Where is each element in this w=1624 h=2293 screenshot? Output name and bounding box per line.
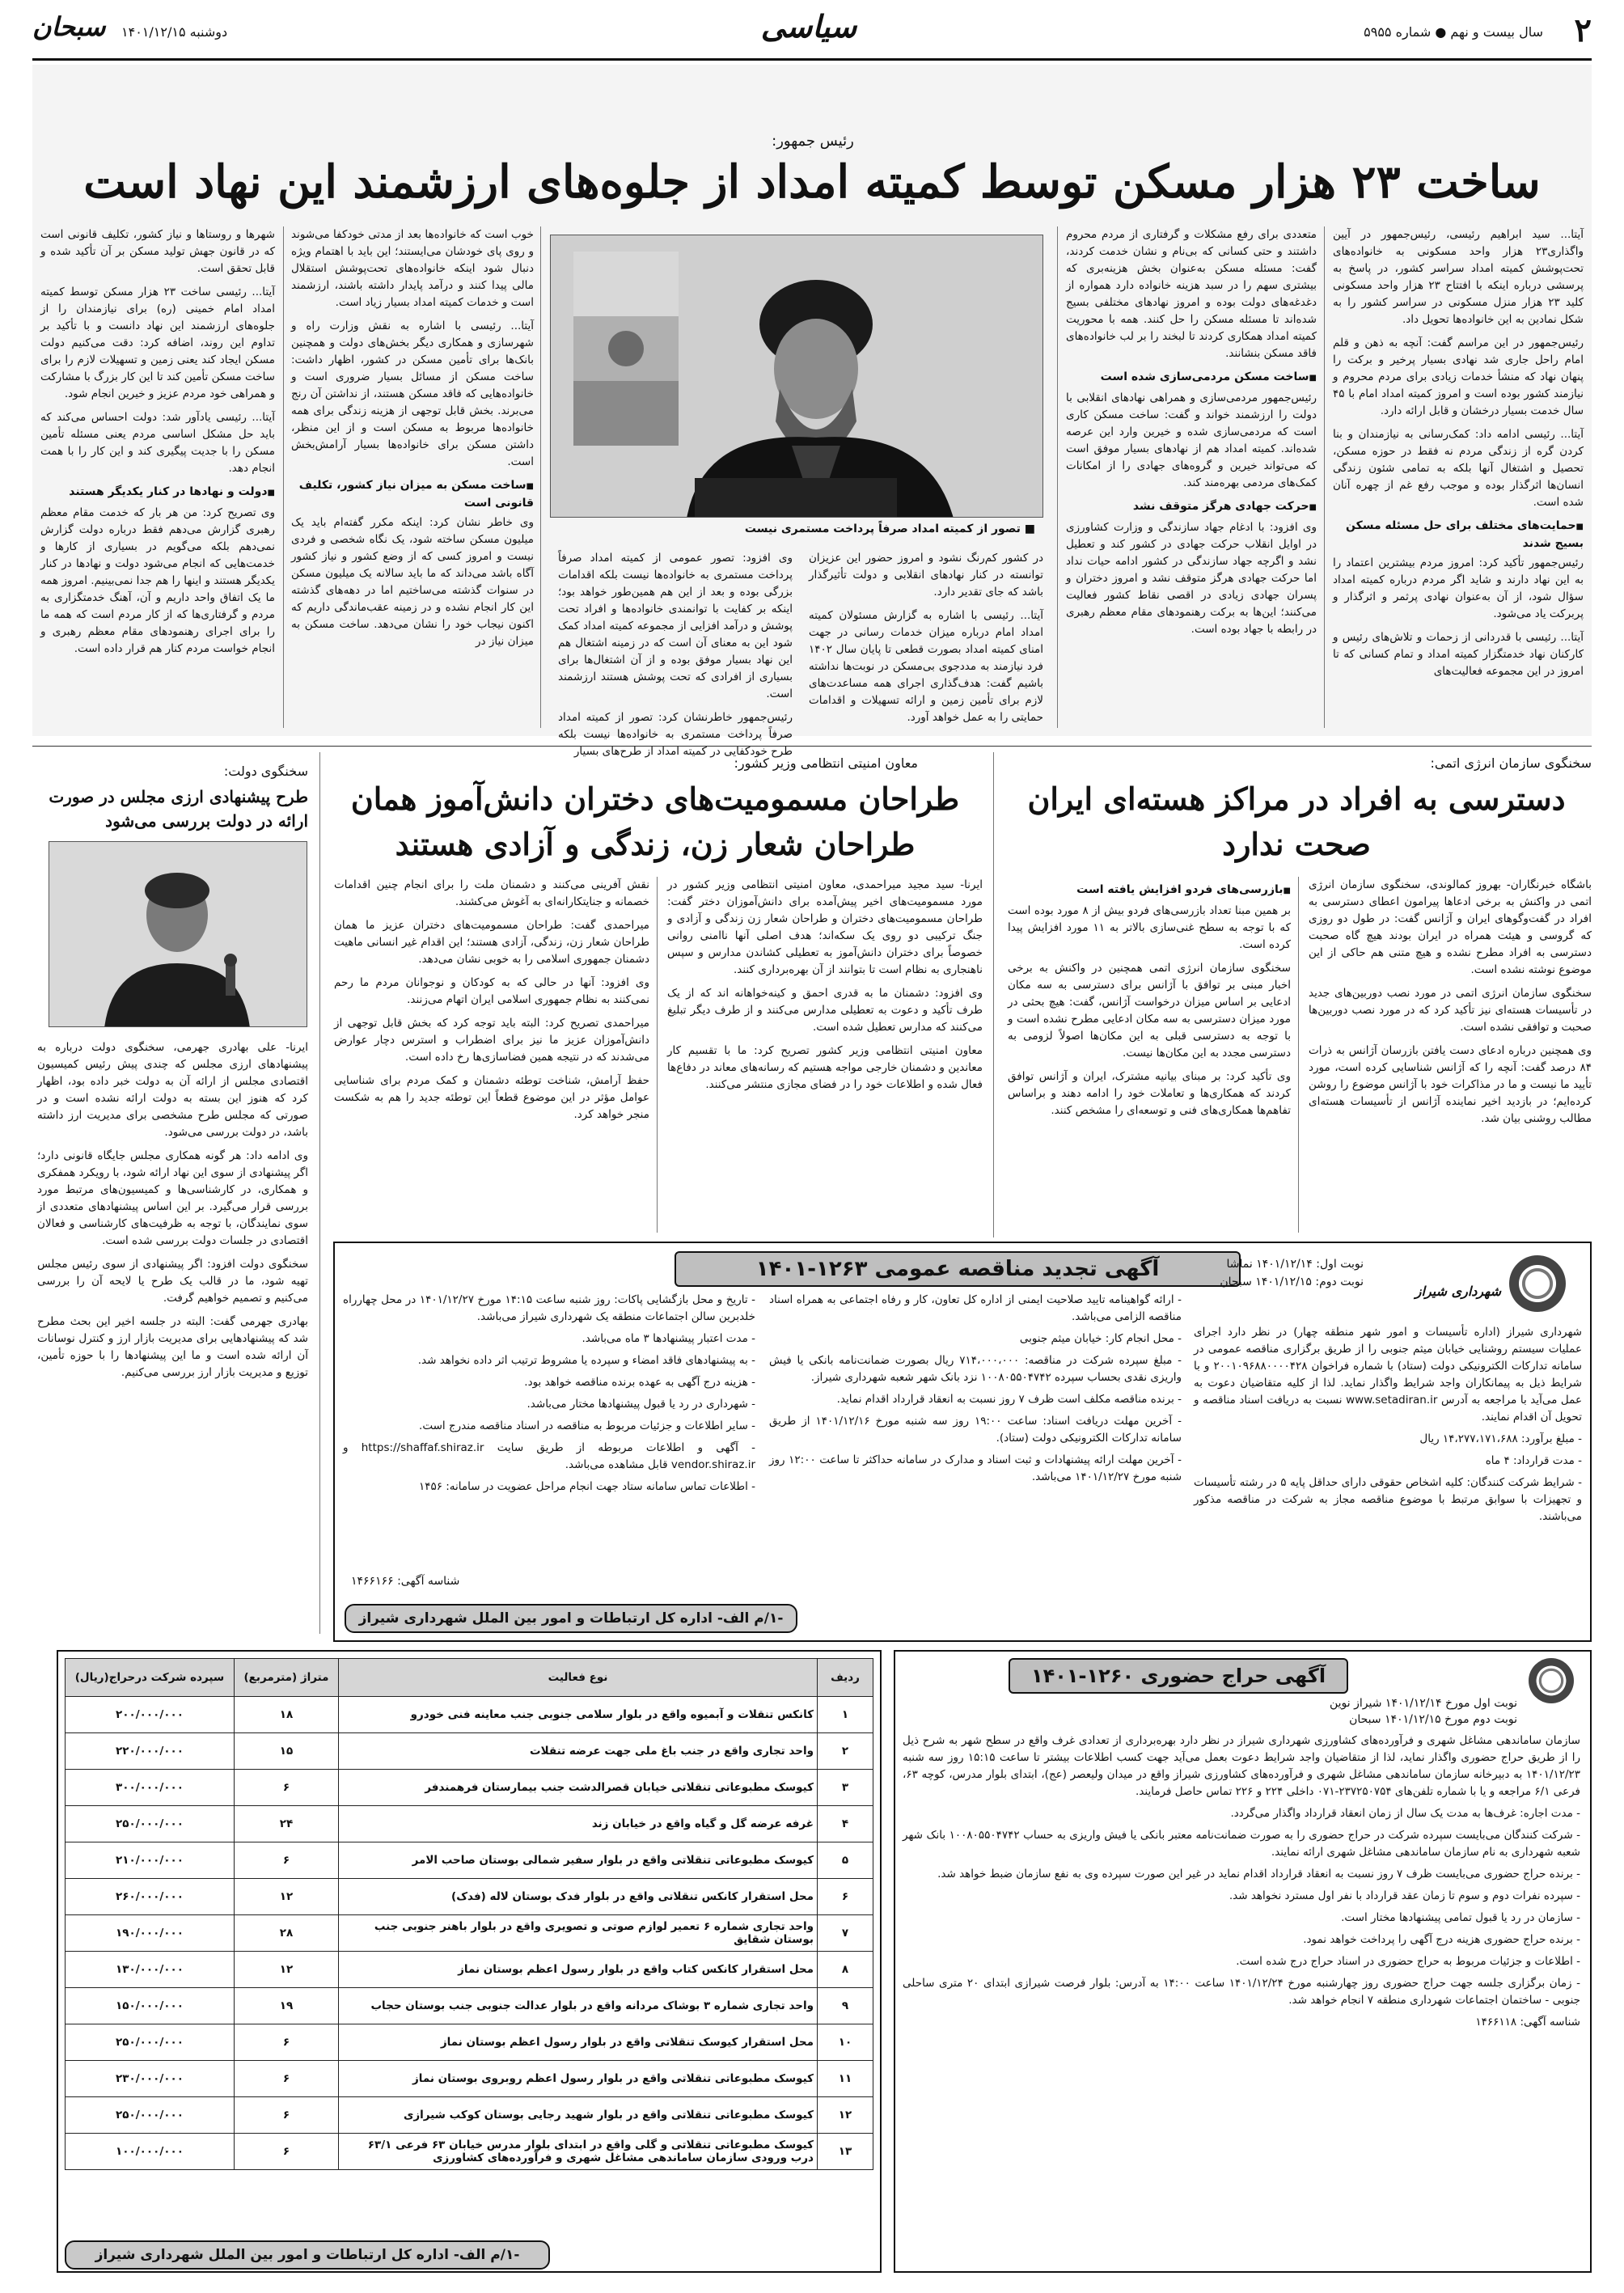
page-number: ۲ <box>1574 11 1592 49</box>
row-number-cell: ۶ <box>818 1879 873 1915</box>
ad-paragraph: - برنده حراج حضوری می‌بایست ظرف ۷ روز نسبت به انعقاد قرارداد اقدام نماید در غیر این صورت سپرده وی به نفع سازمان ضبط خواهد شد. <box>937 1868 1580 1881</box>
deposit-cell: ۱۳۰/۰۰۰/۰۰۰ <box>66 1952 235 1988</box>
ad-paragraph: - آگهی و اطلاعات مربوطه از طریق سایت https://shaffaf.shiraz.ir و vendor.shiraz.ir قابل مشاهده می‌باشد. <box>343 1441 755 1471</box>
column-rule <box>657 877 658 1233</box>
story-paragraph: وی تأکید کرد: بر مبنای بیانیه مشترک، ایران و آژانس توافق کردند که همکاری‌ها و تعاملات خود را ادامه دهند و براساس تفاهم‌ها همکاری‌های فنی و توسعه‌ای را مشخص کنند. <box>1008 1070 1291 1117</box>
deposit-cell: ۲۵۰/۰۰۰/۰۰۰ <box>66 1806 235 1842</box>
ad-paragraph: - هزینه درج آگهی به عهده برنده مناقصه خواهد بود. <box>524 1376 755 1389</box>
story-divider <box>993 752 994 1237</box>
shiraz-logo-icon <box>1529 1658 1574 1703</box>
auction-ad-body <box>903 1732 1580 2036</box>
story-paragraph: میراحمدی تصریح کرد: البته باید توجه کرد که بخش قابل توجهی از دانش‌آموزان عزیز ما نیز برای اضطراب و استرس دچار عوارض می‌شدند که در نتیجه همین فضاسازی‌ها رخ داده است. <box>334 1017 649 1064</box>
header-area: متراژ (مترمربع) <box>235 1659 339 1697</box>
ad-paragraph: - مبلغ سپرده شرکت در مناقصه: ۷۱۴،۰۰۰،۰۰۰ ریال بصورت ضمانت‌نامه بانکی یا فیش واریزی نقدی بحساب سپرده ۱۰۰۸۰۵۵۰۴۷۴۲ نزد بانک شهر شعبه شهرداری شیراز. <box>769 1354 1182 1384</box>
masthead <box>32 0 1592 58</box>
ad-paragraph: - مدت قرارداد: ۴ ماه <box>1485 1454 1582 1467</box>
president-photo <box>550 235 1043 518</box>
column-rule <box>1324 226 1325 728</box>
lead-paragraph: رئیس‌جمهور در این مراسم گفت: آنچه به ذهن و قلم امام راحل جاری شد نهادی بسیار پرخیر و برکت را پنهان نهاد که منشأ خدمات زیادی برای مردم محروم و نیازمند کشور بوده است و امروز کمیته امداد امام با ۴۵ سال خدمت بسیار درخشان و قابل ارائه دارد. <box>1333 336 1584 417</box>
masthead-rule <box>32 58 1592 61</box>
lead-paragraph: وی خاطر نشان کرد: اینکه مکرر گفته‌ام باید یک میلیون مسکن ساخته شود، یک نگاه شخصی و فردی نیست و امروز کسی که از وضع کشور و نیاز کشور آگاه باشد می‌داند که ما باید سالانه یک میلیون مسکن در سنوات گذشته می‌ساختیم اما در دهه‌های گذشته این کار انجام نشده و در زمینه عقب‌ماندگی داریم که اکنون نیجاب خود را نشان می‌دهد. ساخت مسکن به میزان نیاز در <box>291 516 534 648</box>
lead-paragraph: آیتا... رئیسی با اشاره به نقش وزارت راه و شهرسازی و همکاری دیگر بخش‌های دولت و همچنین بانک‌ها برای تأمین مسکن در کشور، اظهار داشت: ساخت مسکن از مسائل بسیار ضروری است و خانواده‌هایی که فاقد مسکن هستند، از نداشتن آن رنج می‌برند. بخش قابل توجهی از هزینه زندگی برای همه خانواده‌ها مربوط به مسکن است و از این منظر، داشتن مسکن برای خانواده‌ها بسیار آرامش‌بخش است. <box>291 319 534 468</box>
auction-table <box>65 1658 873 2170</box>
logo-text: شهرداری شیراز <box>1415 1284 1501 1299</box>
photo-caption: ■ تصور از کمیته امداد صرفاً پرداخت مستمری نیست <box>744 522 1035 535</box>
area-cell: ۱۹ <box>235 1988 339 2024</box>
table-row <box>66 2024 873 2061</box>
deposit-cell: ۳۰۰/۰۰۰/۰۰۰ <box>66 1770 235 1806</box>
tender-ad-footer: -۱/م الف- اداره کل ارتباطات و امور بین الملل شهرداری شیراز <box>345 1604 797 1633</box>
spokesman-body <box>37 1039 308 1388</box>
lead-story <box>32 65 1592 758</box>
lead-subhead: ■ حمایت‌های مختلف برای حل مسئله مسکن بسیج شدند <box>1333 518 1584 552</box>
poisoning-story <box>328 752 983 1254</box>
row-number-cell: ۱۰ <box>818 2024 873 2061</box>
auction-ad-title: آگهی حراج حضوری ۱۲۶۰-۱۴۰۱ <box>1009 1658 1348 1694</box>
row-number-cell: ۱ <box>818 1697 873 1733</box>
ad-paragraph: - شرایط شرکت کنندگان: کلیه اشخاص حقوقی دارای حداقل پایه ۵ در رشته تأسیسات و تجهیزات با سوابق مرتبط با موضوع مناقصه مجاز به شرکت در مناقصه مذکور می‌باشند. <box>1194 1476 1582 1523</box>
issue-info: سال بیست و نهم ● شماره ۵۹۵۵ <box>1364 24 1543 40</box>
table-row <box>66 1697 873 1733</box>
ad-paragraph: - به پیشنهادهای فاقد امضاء و سپرده یا مشروط ترتیب اثر داده نخواهد شد. <box>417 1354 755 1367</box>
ad-paragraph: - آخرین مهلت دریافت اسناد: ساعت ۱۹:۰۰ روز سه شنبه مورخ ۱۴۰۱/۱۲/۱۶ از طریق سامانه تدارکات الکترونیکی دولت (ستاد). <box>769 1415 1182 1445</box>
table-row <box>66 2061 873 2097</box>
lead-headline: ساخت ۲۳ هزار مسکن توسط کمیته امداد از جلوه‌های ارزشمند این نهاد است <box>83 155 1541 209</box>
story-paragraph: بر همین مبنا تعداد بازرسی‌های فردو بیش از ۸ مورد بوده است که با توجه به سطح غنی‌سازی بالاتر به ۱۱ مورد افزایش پیدا کرده است. <box>1008 904 1291 951</box>
column-rule <box>283 226 284 728</box>
tender-ad-id: شناسه آگهی: ۱۴۶۶۱۶۶ <box>351 1575 460 1588</box>
story-divider <box>319 752 320 1634</box>
area-cell: ۶ <box>235 2061 339 2097</box>
header-activity: نوع فعالیت <box>339 1659 818 1697</box>
activity-cell: کیوسک مطبوعاتی تنقلاتی واقع در بلوار سفیر شمالی بوستان صاحب الامر <box>339 1842 818 1879</box>
header-row-number: ردیف <box>818 1659 873 1697</box>
poisoning-col-left <box>334 877 649 1130</box>
header-deposit: سپرده شرکت درحراج(ریال) <box>66 1659 235 1697</box>
lead-col-3 <box>809 550 1043 733</box>
ad-paragraph: - آخرین مهلت ارائه پیشنهادات و ثبت اسناد و مدارک در سامانه حداکثر تا ساعت ۱۲:۰۰ روز شنبه مورخ ۱۴۰۱/۱۲/۲۷ می‌باشد. <box>769 1453 1182 1483</box>
activity-cell: کیوسک مطبوعاتی تنقلاتی واقع در بلوار شهید رجایی بوستان کوکب شیرازی <box>339 2097 818 2134</box>
poisoning-kicker: معاون امنیتی انتظامی وزیر کشور: <box>734 755 918 771</box>
activity-cell: غرفه عرضه گل و گیاه واقع در خیابان زند <box>339 1806 818 1842</box>
ad-paragraph: - ارائه گواهینامه تایید صلاحیت ایمنی از اداره کل تعاون، کار و رفاه اجتماعی به همراه اسناد مناقصه الزامی می‌باشد. <box>769 1293 1182 1323</box>
column-rule <box>1298 877 1299 1233</box>
lead-paragraph: متعددی برای رفع مشکلات و گرفتاری از مردم محروم داشتند و حتی کسانی که بی‌نام و نشان خدمت کردند، گفت: مسئله مسکن به‌عنوان بخش هزینه‌بری که بیشتری سهم را در سبد هزینه خانواده دارد همواره از دغدغه‌های دولت بوده و امروز نهادهای مختلفی بسیج شده‌اند تا مسئله مسکن را حل کنند. همه با محوریت کمیته امداد همکاری کردند تا لبخند را بر لب خانواده‌های فاقد مسکن بنشانند. <box>1066 228 1317 360</box>
story-subhead: ■ بازرسی‌های فردو افزایش یافته است <box>1008 882 1291 899</box>
story-paragraph: نقش آفرینی می‌کنند و دشمنان ملت را برای انجام چنین اقدامات خصمانه و جنایتکارانه‌ای به آغوش می‌کشند. <box>334 878 649 908</box>
auction-table-footer: -۱/م الف- اداره کل ارتباطات و امور بین الملل شهرداری شیراز <box>65 2240 550 2270</box>
lead-col-4 <box>558 550 793 767</box>
lead-paragraph: آیتا... رئیسی ادامه داد: کمک‌رسانی به نیازمندان و بنا کردن گره از زندگی مردم نه فقط در حوزه مسکن، تحصیل و اشتغال آنها بلکه به تمامی شئون زندگی انسان‌ها اثرگذار بوده و موجب رفع غم از چهره آنان شده است. <box>1333 428 1584 509</box>
story-paragraph: وی ادامه داد: هر گونه همکاری مجلس جایگاه قانونی دارد؛ اگر پیشنهادی از سوی این نهاد ارائه شود، با رویکرد همفکری و همکاری، در کارشناسی‌ها و کمیسیون‌های مرتبط مورد بررسی قرار می‌گیرد. بر این اساس پیشنهادهای متعددی از سوی نمایندگان، با توجه به ظرفیت‌های کارشناسی و فعالان اقتصادی در جلسات دولت بررسی شده است. <box>37 1149 308 1247</box>
area-cell: ۱۸ <box>235 1697 339 1733</box>
tender-second-pub: نوبت دوم: ۱۴۰۱/۱۲/۱۵ سبحان <box>1220 1276 1364 1288</box>
section-rule <box>32 746 1592 747</box>
spokesman-story <box>32 752 311 1634</box>
row-number-cell: ۱۳ <box>818 2134 873 2170</box>
lead-paragraph: وی افزود: تصور عمومی از کمیته امداد صرفاً پرداخت مستمری به خانواده‌ها نیست بلکه اقدامات بزرگی بوده و بعد از این هم همین‌طور خواهد بود؛ اینکه بر کفایت با توانمندی خانواده‌ها و افراد تحت پوشش و درآمد افزایی از مجموعه کمیته امداد کمک شود این به معنای آن است که در زمینه اشتغال هم این نهاد بسیار موفق بوده و از آن اشتغال‌ها برای بسیاری از افرادی که تحت پوشش هستند ارزشمند است. <box>558 552 793 700</box>
portrait-illustration <box>550 235 1042 518</box>
tender-ad <box>333 1242 1592 1642</box>
table-row <box>66 1952 873 1988</box>
lead-subhead: ■ ساخت مسکن مردمی‌سازی شده است <box>1066 369 1317 387</box>
spokesman-illustration <box>49 842 307 1027</box>
spokesman-headline: طرح پیشنهادی ارزی مجلس در صورت ارائه در دولت بررسی می‌شود <box>49 787 308 831</box>
row-number-cell: ۳ <box>818 1770 873 1806</box>
table-row <box>66 2097 873 2134</box>
ad-paragraph: - اطلاعات و جزئیات مربوط به حراج حضوری در اسناد حراج درج شده است. <box>1236 1955 1580 1968</box>
auction-table-header <box>66 1659 873 1697</box>
section-title: سیاسی <box>760 8 857 44</box>
story-paragraph: سخنگوی دولت افزود: اگر پیشنهادی از سوی رئیس مجلس تهیه شود، ما در قالب یک طرح یا لایحه آن را بررسی می‌کنیم و تصمیم خواهیم گرفت. <box>37 1258 308 1305</box>
lead-paragraph: شهرها و روستاها و نیاز کشور، تکلیف قانونی است که در قانون جهش تولید مسکن بر آن تأکید شده و قابل تحقق است. <box>40 228 275 275</box>
nuclear-col-left <box>1008 877 1291 1126</box>
lead-subhead: ■ ساخت مسکن به میزان نیاز کشور، تکلیف قانونی است <box>291 477 534 511</box>
nuclear-headline: دسترسی به افراد در مراکز هسته‌ای ایران صحت ندارد <box>1027 781 1566 862</box>
activity-cell: محل استقرار کیوسک تنقلاتی واقع در بلوار رسول اعظم بوستان نماز <box>339 2024 818 2061</box>
row-number-cell: ۵ <box>818 1842 873 1879</box>
shiraz-logo-icon <box>1509 1255 1566 1312</box>
lead-paragraph: آیتا... سید ابراهیم رئیسی، رئیس‌جمهور در آیین واگذاری۲۳ هزار واحد مسکونی به خانواده‌های تحت‌پوشش کمیته امداد سراسر کشور، در پاسخ به پرسشی درباره اینکه با افتتاح ۲۳ هزار واحد مسکونی کلید ۲۳ هزار منزل مسکونی در سراسر کشور را به شکل نمادین به این خانواده‌ها تحویل داد. <box>1333 228 1584 326</box>
activity-cell: کانکس تنقلات و آبمیوه واقع در بلوار سلامی جنوبی جنب معاینه فنی خودرو <box>339 1697 818 1733</box>
ad-paragraph: - اطلاعات تماس سامانه ستاد جهت انجام مراحل عضویت در سامانه: ۱۴۵۶ <box>418 1480 755 1493</box>
ad-paragraph: - شرکت کنندگان می‌بایست سپرده شرکت در حراج حضوری را به صورت ضمانت‌نامه معتبر بانکی یا فیش واریزی به حساب ۱۰۰۸۰۵۵۰۴۷۴۲ بانک شهر شعبه شهرداری به نام سازمان ساماندهی مشاغل شهری ارائه نمایند. <box>903 1829 1580 1859</box>
lead-subhead: ■ حرکت جهادی هرگز متوقف نشد <box>1066 498 1317 516</box>
ad-paragraph: - محل انجام کار: خیابان میثم جنوبی <box>1019 1332 1182 1345</box>
story-paragraph: ایرنا- سید مجید میراحمدی، معاون امنیتی انتظامی وزیر کشور در مورد مسمومیت‌های اخیر پیش‌آمده برای دانش‌آموزان دختر گفت: طراحان مسمومیت‌های دختران و طراحان شعار زن زندگی و آزادی و جنگ ترکیبی دو روی یک سکه‌اند؛ هدف اصلی آنها ناامنی روانی خصوصاً برای دختران دانش‌آموز به تعطیلی کشاندن مدارس و سپس ناهنجاری به نظام است تا بتوانند از آن بهره‌برداری کنند. <box>667 878 983 976</box>
table-row <box>66 1842 873 1879</box>
story-paragraph: معاون امنیتی انتظامی وزیر کشور تصریح کرد: ما با تقسیم کار معاندین و دشمنان خارجی مواجه هستیم که رسانه‌های معاند در دفاع‌ها فعال شده و اطلاعات خود را در فضای مجازی منتشر می‌کنند. <box>667 1044 983 1091</box>
area-cell: ۶ <box>235 1770 339 1806</box>
lead-paragraph: در کشور کم‌رنگ نشود و امروز حضور این عزیزان توانسته در کنار نهادهای انقلابی و دولت تأثیرگذار باشد که جای تقدیر دارد. <box>809 552 1043 599</box>
auction-table-box <box>57 1650 882 2273</box>
lead-paragraph: رئیس‌جمهور مردمی‌سازی و همراهی نهادهای انقلابی با دولت را ارزشمند خواند و گفت: ساخت مسکن کاری است که مردمی‌سازی شده و خیرین وارد این عرصه شده‌اند. کمیته امداد هم از نهادهای بسیار موفق است که می‌تواند خیرین و گروه‌های جهادی را از امکانات کمک‌های مردمی بهره‌مند کند. <box>1066 391 1317 489</box>
ad-paragraph: - سایر اطلاعات و جزئیات مربوط به مناقصه در اسناد مناقصه مندرج است. <box>419 1419 755 1432</box>
story-paragraph: ایرنا- علی بهادری جهرمی، سخنگوی دولت درباره به پیشنهادهای ارزی مجلس که چندی پیش رئیس کمیسیون اقتصادی مجلس از ارائه آن به دولت خبر داده بود، اظهار کرد که هنوز این بسته به دولت ارائه نشده است و در صورتی که مجلس طرح مشخصی برای مدیریت ارز داشته باشد، در دولت بررسی می‌شود. <box>37 1041 308 1139</box>
lead-paragraph: آیتا... رئیسی ساخت ۲۳ هزار مسکن توسط کمیته امداد امام خمینی (ره) برای نیازمندان را از جلوه‌های ارزشمند این نهاد دانست و با تأکید بر تداوم این روند، اضافه کرد: دقت می‌کنیم دولت مسکن ایجاد کند یعنی زمین و تسهیلات لازم را برای ساخت مسکن تأمین کند تا این کار بزرگ با مشارکت و همراهی خود مردم عزیز و خیرین انجام شود. <box>40 286 275 400</box>
spokesman-photo <box>49 841 307 1027</box>
row-number-cell: ۱۲ <box>818 2097 873 2134</box>
area-cell: ۶ <box>235 1842 339 1879</box>
ad-paragraph: - شهرداری در رد یا قبول پیشنهادها مختار می‌باشد. <box>527 1398 755 1411</box>
activity-cell: واحد تجاری شماره ۳ بوشاک مردانه واقع در بلوار عدالت جنوبی جنب بوستان حجاب <box>339 1988 818 2024</box>
issue-date: دوشنبه ۱۴۰۱/۱۲/۱۵ <box>121 24 228 40</box>
area-cell: ۱۵ <box>235 1733 339 1770</box>
table-row <box>66 1879 873 1915</box>
lead-paragraph: وی افزود: با ادغام جهاد سازندگی و وزارت کشاورزی در اوایل انقلاب حرکت جهادی در کشور کند و تعطیل نشد و اگرچه جهاد سازندگی در کشور ادامه حیات نداد اما حرکت جهادی هرگز متوقف نشد و امروز دختران و پسران جهادی زیادی در اقصی نقاط کشور فعالیت می‌کنند؛ این‌ها به برکت رهنمودهای مقام معظم رهبری در رابطه با جهاد بوده است. <box>1066 521 1317 636</box>
row-number-cell: ۷ <box>818 1915 873 1952</box>
story-paragraph: سخنگوی سازمان انرژی اتمی در مورد نصب دوربین‌های جدید در تأسیسات هسته‌ای نیز تأکید کرد که در مورد نصب دوربین‌ها صحبت و توافقی نشده است. <box>1309 987 1592 1034</box>
lead-col-6 <box>40 226 275 664</box>
tender-col-left <box>343 1292 755 1500</box>
column-rule <box>1057 226 1058 728</box>
deposit-cell: ۲۶۰/۰۰۰/۰۰۰ <box>66 1879 235 1915</box>
deposit-cell: ۲۰۰/۰۰۰/۰۰۰ <box>66 1697 235 1733</box>
lead-paragraph: آیتا... رئیسی یادآور شد: دولت احساس می‌کند که باید حل مشکل اساسی مردم یعنی مسئله تأمین مسکن را با جدیت پیگیری کند و این کار را با همت انجام دهد. <box>40 411 275 475</box>
nuclear-story <box>1001 752 1592 1254</box>
row-number-cell: ۹ <box>818 1988 873 2024</box>
table-row <box>66 1806 873 1842</box>
activity-cell: محل استقرار کانکس تنقلاتی واقع در بلوار فدک بوستان لاله (فدک) <box>339 1879 818 1915</box>
lead-col-1 <box>1333 226 1584 687</box>
ad-paragraph: - برنده حراج حضوری هزینه درج آگهی را پرداخت خواهد نمود. <box>1303 1933 1580 1946</box>
row-number-cell: ۲ <box>818 1733 873 1770</box>
row-number-cell: ۱۱ <box>818 2061 873 2097</box>
story-paragraph: حفظ آرامش، شناخت توطئه دشمنان و کمک مردم برای شناسایی عوامل مؤثر در این موضوع قطعاً این توطئه جدید را هم به شکست منجر خواهد کرد. <box>334 1074 649 1121</box>
area-cell: ۲۸ <box>235 1915 339 1952</box>
deposit-cell: ۲۱۰/۰۰۰/۰۰۰ <box>66 1842 235 1879</box>
activity-cell: واحد تجاری شماره ۶ تعمیر لوازم صوتی و تصویری واقع در بلوار باهنر جنوبی جنب بوستان شقایق <box>339 1915 818 1952</box>
ad-paragraph: شناسه آگهی: ۱۴۶۶۱۱۸ <box>1475 2016 1580 2029</box>
nuclear-kicker: سخنگوی سازمان انرژی اتمی: <box>1430 755 1592 771</box>
table-row <box>66 1988 873 2024</box>
story-paragraph: میراحمدی گفت: طراحان مسمومیت‌های دختران عزیز ما همان طراحان شعار زن، زندگی، آزادی هستند؛ این اقدام غیر انسانی ماهیت دشمنان جمهوری اسلامی را به خوبی نشان می‌دهد. <box>334 919 649 966</box>
lead-paragraph: آیتا... رئیسی با قدردانی از زحمات و تلاش‌های رئیس و کارکنان نهاد خدمتگزار کمیته امداد و تمام کسانی که تا امروز در این مجموعه فعالیت‌های <box>1333 631 1584 678</box>
ad-paragraph: - تاریخ و محل بازگشایی پاکات: روز شنبه ساعت ۱۴:۱۵ مورخ ۱۴۰۱/۱۲/۲۷ در محل چهارراه خلدبرین سالن اجتماعات منطقه یک شهرداری شیراز می‌باشد. <box>343 1293 756 1323</box>
deposit-cell: ۲۵۰/۰۰۰/۰۰۰ <box>66 2097 235 2134</box>
spokesman-kicker: سخنگوی دولت: <box>223 764 308 779</box>
area-cell: ۶ <box>235 2097 339 2134</box>
table-row <box>66 1733 873 1770</box>
ad-paragraph: - زمان برگزاری جلسه جهت حراج حضوری روز چهارشنبه مورخ ۱۴۰۱/۱۲/۲۴ ساعت ۱۴:۰۰ به آدرس: بلوار فرصت شیرازی ابتدای ۲۰ متری ساحلی جنوبی - ساختمان اجتماعات شهرداری منطقه ۷ انجام خواهد شد. <box>903 1977 1580 2007</box>
ad-paragraph: - مدت اجاره: غرف‌ها به مدت یک سال از زمان انعقاد قرارداد واگذار می‌گردد. <box>1230 1807 1580 1820</box>
ad-paragraph: سازمان ساماندهی مشاغل شهری و فرآورده‌های کشاورزی شهرداری شیراز در نظر دارد بهره‌برداری از تعدادی غرف واقع در سطح شهر به شرح ذیل را از طریق حراج حضوری واگذار نماید، لذا از متقاضیان واجد شرایط دعوت بعمل می‌آید جهت کسب اطلاعات بیشتر تا ساعت ۱۵:۱۵ روز سه شنبه ۱۴۰۱/۱۲/۲۳ به دبیرخانه سازمان ساماندهی مشاغل شهری و فرآورده‌های کشاورزی شیراز واقع در میدان ولیعصر (عج)، ابتدای بلوار مدرس، کوچه ۶۳، فرعی ۶/۱ مراجعه و یا با شماره تلفن‌های ۲۳۷۲۵۰۷۵۴-۰۷۱ داخلی ۲۲۴ و ۲۲۶ تماس حاصل فرمایند. <box>903 1734 1580 1798</box>
area-cell: ۱۲ <box>235 1879 339 1915</box>
ad-paragraph: - برنده مناقصه مکلف است ظرف ۷ روز نسبت به انعقاد قرارداد اقدام نماید. <box>836 1393 1182 1406</box>
lead-paragraph: وی تصریح کرد: من هر بار که خدمت مقام معظم رهبری گزارش می‌دهم فقط درباره دولت گزارش نمی‌دهم بلکه می‌گویم در بسیاری از کارها و خدمت‌هایی که انجام می‌شود دولت و نهادها در کنار یکدیگر هستند و اینها را هم جدا نمی‌بینیم. امروز همه ما یک اتفاق واحد داریم و آن، آهنگ خدمتگزاری به مردم و گرفتاری‌ها که از کار مردم است که همه ما را برای اجرای رهنمودهای مقام معظم رهبری و انجام خواست مردم کنار هم قرار داده است. <box>40 506 275 655</box>
area-cell: ۲۴ <box>235 1806 339 1842</box>
deposit-cell: ۱۰۰/۰۰۰/۰۰۰ <box>66 2134 235 2170</box>
deposit-cell: ۱۹۰/۰۰۰/۰۰۰ <box>66 1915 235 1952</box>
tender-first-pub: نوبت اول: ۱۴۰۱/۱۲/۱۴ نماشا <box>1226 1258 1364 1271</box>
column-rule <box>540 226 541 728</box>
lead-paragraph: رئیس‌جمهور خاطرنشان کرد: تصور از کمیته امداد صرفاً پرداخت مستمری به خانواده‌ها نیست بلکه طرح خودکفایی در کمیته امداد از طرح‌های بسیار <box>558 711 793 758</box>
deposit-cell: ۲۲۰/۰۰۰/۰۰۰ <box>66 1733 235 1770</box>
auction-ad <box>894 1650 1592 2273</box>
table-row <box>66 1915 873 1952</box>
area-cell: ۶ <box>235 2024 339 2061</box>
auction-first-pub: نوبت اول مورخ ۱۴۰۱/۱۲/۱۴ شیراز نوین <box>1330 1697 1517 1710</box>
table-row <box>66 2134 873 2170</box>
deposit-cell: ۲۵۰/۰۰۰/۰۰۰ <box>66 2024 235 2061</box>
activity-cell: کیوسک مطبوعاتی تنقلاتی واقع در بلوار رسول اعظم روبروی بوستان نماز <box>339 2061 818 2097</box>
ad-paragraph: - سپرده نفرات دوم و سوم تا زمان عقد قرارداد با نفر اول مسترد نخواهد شد. <box>1229 1889 1580 1902</box>
lead-col-5 <box>291 226 534 657</box>
story-paragraph: سخنگوی سازمان انرژی اتمی همچنین در واکنش به برخی اخبار مبنی بر توافق با آژانس برای دسترسی به سه مکان ادعایی بر اساس میزان درخواست آژانس، گفت: هیچ بحثی در مورد میزان دسترسی به سه مکان ادعایی مطرح نشده است و با توجه به دسترسی قبلی به این مکان‌ها اصولاً لزومی به دسترسی مجدد به این مکان‌ها نیست. <box>1008 962 1291 1060</box>
poisoning-headline: طراحان مسمومیت‌های دختران دانش‌آموز همان طراحان شعار زن، زندگی و آزادی هستند <box>350 781 960 862</box>
tender-ad-title: آگهی تجدید مناقصه عمومی ۱۲۶۳-۱۴۰۱ <box>675 1251 1241 1287</box>
area-cell: ۱۲ <box>235 1952 339 1988</box>
story-paragraph: وی افزود: آنها در حالی که به کودکان و نوجوانان مردم ما رحم نمی‌کنند به نظام جمهوری اسلامی ایران اتهام می‌زنند. <box>334 976 649 1006</box>
nuclear-col-right <box>1309 877 1592 1134</box>
story-paragraph: وی همچنین درباره ادعای دست یافتن بازرسان آژانس به ذرات ۸۴ درصد گفت: آنچه را که آژانس شناسایی کرده است، مورد تأیید ما نیست و ما در مذاکرات خود با آژانس موضوع را روشن کرده‌ایم؛ در بازدید اخیر نماینده آژانس از تأسیسات هسته‌ای مطالب روشنی بیان شد. <box>1309 1044 1592 1125</box>
activity-cell: کیوسک مطبوعاتی تنقلاتی خیابان قصرالدشت جنب بیمارستان فرهمندفر <box>339 1770 818 1806</box>
tender-col-mid <box>769 1292 1182 1491</box>
deposit-cell: ۲۳۰/۰۰۰/۰۰۰ <box>66 2061 235 2097</box>
ad-paragraph: - سازمان در رد یا قبول تمامی پیشنهادها مختار است. <box>1341 1911 1580 1924</box>
row-number-cell: ۴ <box>818 1806 873 1842</box>
table-row <box>66 1770 873 1806</box>
area-cell: ۶ <box>235 2134 339 2170</box>
auction-second-pub: نوبت دوم مورخ ۱۴۰۱/۱۲/۱۵ سبحان <box>1349 1713 1517 1726</box>
lead-kicker: رئیس جمهور: <box>772 133 854 150</box>
lead-paragraph: آیتا... رئیسی با اشاره به گزارش مسئولان کمیته امداد امام درباره میزان خدمات رسانی در جهت امنای کمیته امداد بصورت قطعی تا پایان سال ۱۴۰۲ فرد نیازمند به مددجوی بی‌مسکن در نوبت‌ها نداشته باشیم گفت: هدف‌گذاری اجرای همه مساعدت‌های لازم برای تأمین زمین و ارائه تسهیلات و اقدامات حمایتی را به عمل خواهد آورد. <box>809 609 1043 724</box>
deposit-cell: ۱۵۰/۰۰۰/۰۰۰ <box>66 1988 235 2024</box>
lead-paragraph: خوب است که خانواده‌ها بعد از مدتی خودکفا می‌شوند و روی پای خودشان می‌ایستند؛ این باید با اهتمام ویژه دنبال شود اینکه خانواده‌های تحت‌پوشش استقلال مالی پیدا کنند و درآمد پایدار داشته باشند، ارزشمند است و خدمات کمیته امداد بسیار زیاد است. <box>291 228 534 309</box>
ad-paragraph: شهرداری شیراز (اداره تأسیسات و امور شهر منطقه چهار) در نظر دارد اجرای عملیات سیستم روشنایی خیابان میثم جنوبی را از طریق برگزاری مناقصه عمومی در سامانه تدارکات الکترونیکی دولت (ستاد) با شماره فراخوان ۲۰۰۱۰۹۶۸۸۰۰۰۰۴۲۸ و با شرایط ذیل به پیمانکاران واجد شرایط واگذار نماید. لذا از کلیه متقاضیان دعوت به عمل می‌آید با مراجعه به آدرس www.setadiran.ir نسبت به دریافت اسناد مناقصه و تحویل آن اقدام نمایند. <box>1194 1326 1582 1424</box>
lead-paragraph: رئیس‌جمهور تأکید کرد: امروز مردم بیشترین اعتماد را به این نهاد دارند و شاید اگر مردم درباره کمیته امداد سؤال شود، از آن به‌عنوان نهادی پرثمر و اثرگذار و پربرکت یاد می‌شود. <box>1333 556 1584 620</box>
lead-subhead: ■ دولت و نهادها در کنار یکدیگر هستند <box>40 484 275 501</box>
paper-logo: سبحان <box>32 11 106 42</box>
story-paragraph: وی افزود: دشمنان ما به قدری احمق و کینه‌خواهانه اند که از یک طرف تأکید و دعوت به تعطیلی مدارس می‌کنند و از طرف دیگر تبلیغ می‌کنند که مدارس تعطیل شده است. <box>667 987 983 1034</box>
ad-paragraph: - مدت اعتبار پیشنهادها ۳ ماه می‌باشد. <box>582 1332 755 1345</box>
poisoning-col-right <box>667 877 983 1100</box>
ad-paragraph: - مبلغ برآورد: ۱۴،۲۷۷،۱۷۱،۶۸۸ ریال <box>1419 1432 1582 1445</box>
row-number-cell: ۸ <box>818 1952 873 1988</box>
activity-cell: واحد تجاری واقع در جنب باغ ملی جهت عرضه تنقلات <box>339 1733 818 1770</box>
activity-cell: محل استقرار کانکس کتاب واقع در بلوار رسول اعظم بوستان نماز <box>339 1952 818 1988</box>
story-paragraph: بهادری جهرمی گفت: البته در جلسه اخیر این بحث مطرح شد که پیشنهادهایی برای مدیریت بازار ارز و کنترل نوسانات آن ارائه شده است و ما این پیشنهادها را با حوزه تأمین، توزیع و مدیریت بازار ارز بررسی می‌کنیم. <box>37 1315 308 1379</box>
activity-cell: کیوسک مطبوعاتی تنقلاتی و گلی واقع در ابتدای بلوار مدرس خیابان ۶۳ فرعی ۶۳/۱ درب ورودی سازمان ساماندهی مشاغل شهری و فرآورده‌های کشاورزی <box>339 2134 818 2170</box>
lead-col-2 <box>1066 226 1317 645</box>
story-paragraph: باشگاه خبرنگاران- بهروز کمالوندی، سخنگوی سازمان انرژی اتمی در واکنش به برخی ادعاها پیرامون اعطای دسترسی به افراد در گفت‌وگوهای ایران و آژانس گفت: در طول دو روزی که گروسی و هیئت همراه در ایران بودند هیچ گاه صحبت دسترسی به افراد مطرح نشده و هیچ متنی هم حاکی از این موضوع نوشته نشده است. <box>1309 878 1592 976</box>
tender-col-right <box>1194 1324 1582 1530</box>
